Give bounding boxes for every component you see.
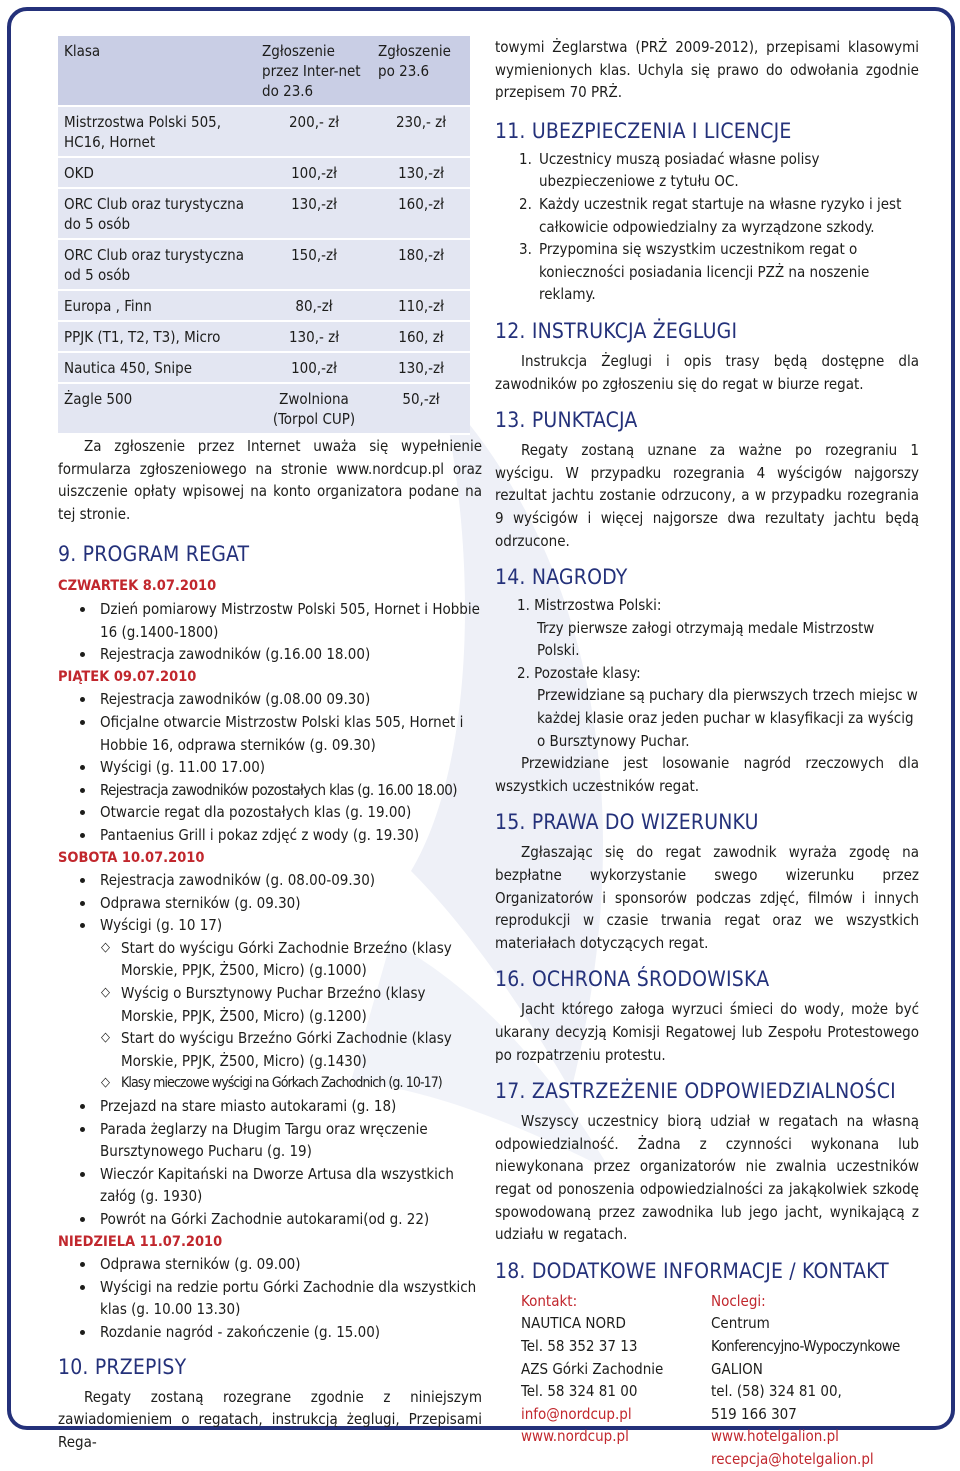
list-item: 1. Mistrzostwa Polski:: [517, 596, 662, 615]
list-item: Powrót na Górki Zachodnie autokarami(od g. 22): [58, 1208, 482, 1231]
section-title-rules: 10. PRZEPISY: [58, 1354, 187, 1379]
section-title-image-rights: 15. PRAWA DO WIZERUNKU: [495, 810, 759, 835]
table-cell: Żagle 500: [58, 383, 256, 434]
list-item: ◇ Wyścig o Bursztynowy Puchar Brzeźno (klasy Morskie, PPJK, Ż500, Micro) (g.1200): [58, 982, 482, 1027]
section-text-scoring: Regaty zostaną uznane za ważne po rozegraniu 1 wyścigu. W przypadku rozegrania 4 wyścigów najgorszy rezultat jachtu zostanie odrzucony, a w przypadku rozegrania 9 wyścigów i więcej najgorsze dwa rezultaty jachtu będą odrzucone.: [495, 441, 919, 550]
left-column: [58, 36, 482, 1453]
lodging-phone: tel. (58) 324 81 00,: [711, 1382, 842, 1401]
table-row: [58, 383, 470, 434]
table-cell: 160,-zł: [372, 188, 470, 239]
list-item: 2. Pozostałe klasy:: [517, 663, 641, 682]
section-title-prizes: 14. NAGRODY: [495, 565, 628, 590]
list-item: 3. Przypomina się wszystkim uczestnikom regat o konieczności posiadania licencji PZŻ na noszenie reklamy.: [519, 240, 870, 304]
list-item: Oficjalne otwarcie Mistrzostw Polski klas 505, Hornet i Hobbie 16, odprawa sterników (g. 09.30): [58, 711, 482, 756]
list-item: Pantaenius Grill i pokaz zdjęć z wody (g. 19.30): [58, 824, 482, 847]
table-cell: 80,-zł: [256, 290, 372, 321]
table-cell: 130,-zł: [372, 352, 470, 383]
table-cell: OKD: [58, 157, 256, 188]
list-item: Rejestracja zawodników (g.16.00 18.00): [58, 643, 482, 666]
section-text-rules: Regaty zostaną rozegrane zgodnie z niniejszym zawiadomieniem o regatach, instrukcją żeglugi, Przepisami Rega-: [58, 1387, 482, 1451]
list-item: ◇ Start do wyścigu Brzeźno Górki Zachodnie (klasy Morskie, PPJK, Ż500, Micro) (g.1430): [58, 1027, 482, 1072]
list-item: 1. Uczestnicy muszą posiadać własne polisy ubezpieczeniowe z tytułu OC.: [519, 149, 820, 191]
table-cell: Europa , Finn: [58, 290, 256, 321]
list-item: Rejestracja zawodników (g.08.00 09.30): [58, 688, 482, 711]
contact-phone: Tel. 58 324 81 00: [521, 1382, 638, 1401]
contact-phone: Tel. 58 352 37 13: [521, 1336, 638, 1355]
table-cell: 230,- zł: [372, 106, 470, 157]
table-cell: 200,- zł: [256, 106, 372, 157]
table-cell: ORC Club oraz turystyczna do 5 osób: [58, 188, 256, 239]
table-header-row: [58, 36, 470, 106]
table-cell: 180,-zł: [372, 239, 470, 290]
table-row: [58, 352, 470, 383]
table-cell: 130,-zł: [372, 157, 470, 188]
insurance-list: [495, 148, 919, 306]
day-label-thursday: CZWARTEK 8.07.2010: [58, 578, 217, 595]
table-cell: 110,-zł: [372, 290, 470, 321]
table-cell: 130,-zł: [256, 188, 372, 239]
table-header: Zgłoszenie po 23.6: [372, 36, 470, 106]
list-item: Odprawa sterników (g. 09.00): [58, 1253, 482, 1276]
lodging-phone: 519 166 307: [711, 1404, 797, 1423]
list-item: Przejazd na stare miasto autokarami (g. 18): [58, 1095, 482, 1118]
prizes-list: [495, 594, 919, 752]
list-item: Rozdanie nagród - zakończenie (g. 15.00): [58, 1321, 482, 1344]
section-title-environment: 16. OCHRONA ŚRODOWISKA: [495, 967, 770, 992]
section-title-liability: 17. ZASTRZEŻENIE ODPOWIEDZIALNOŚCI: [495, 1079, 896, 1104]
table-row: [58, 106, 470, 157]
table-cell: PPJK (T1, T2, T3), Micro: [58, 321, 256, 352]
lodging-email-link[interactable]: recepcja@hotelgalion.pl: [711, 1449, 874, 1468]
contact-label: Kontakt:: [521, 1291, 578, 1310]
section-text-environment: Jacht którego załoga wyrzuci śmieci do wody, może być ukarany decyzją Komisji Regatowej lub Zespołu Protestowego po rozpatrzeniu protestu.: [495, 1000, 919, 1064]
table-cell: 130,- zł: [256, 321, 372, 352]
lodging-line: Centrum: [711, 1314, 770, 1333]
contact-column: [521, 1290, 711, 1471]
contact-line: AZS Górki Zachodnie: [521, 1359, 664, 1378]
list-item: Wyścigi (g. 10 17): [58, 914, 482, 937]
table-row: [58, 239, 470, 290]
saturday-list: [58, 869, 482, 937]
contact-website-link[interactable]: www.nordcup.pl: [521, 1427, 629, 1446]
table-row: [58, 290, 470, 321]
lodging-column: [711, 1290, 911, 1471]
thursday-list: [58, 598, 482, 666]
list-item: Wieczór Kapitański na Dworze Artusa dla wszystkich załóg (g. 1930): [58, 1163, 482, 1208]
list-item: Dzień pomiarowy Mistrzostw Polski 505, Hornet i Hobbie 16 (g.1400-1800): [58, 598, 482, 643]
section-text-rules-cont: towymi Żeglarstwa (PRŻ 2009-2012), przepisami klasowymi wymienionych klas. Uchyla się prawo do odwołania zgodnie przepisem 70 PRŻ.: [495, 38, 919, 102]
fee-note: Za zgłoszenie przez Internet uważa się wypełnienie formularza zgłoszeniowego na stronie www.nordcup.pl oraz uiszczenie opłaty wpisowej na konto organizatora podane na tej stronie.: [58, 437, 482, 523]
section-text-liability: Wszyscy uczestnicy biorą udział w regatach na własną odpowiedzialność. Żadna z czynności wykonana lub niewykonana przez organizatorów nie zwalnia uczestników regat od ponoszenia odpowiedzialności za jakąkolwiek szkodę spowodowaną przez zawodnika lub jego jacht, wynikającą z udziału w regatach.: [495, 1112, 919, 1244]
lodging-line: GALION: [711, 1359, 763, 1378]
day-label-friday: PIĄTEK 09.07.2010: [58, 668, 197, 685]
table-cell: Mistrzostwa Polski 505, HC16, Hornet: [58, 106, 256, 157]
lodging-line: Konferencyjno-Wypoczynkowe: [711, 1336, 900, 1355]
list-item: ◇ Klasy mieczowe wyścigi na Górkach Zachodnich (g. 10-17): [58, 1072, 482, 1095]
section-title-scoring: 13. PUNKTACJA: [495, 408, 638, 433]
contact-line: NAUTICA NORD: [521, 1314, 626, 1333]
list-item-detail: Przewidziane są puchary dla pierwszych trzech miejsc w każdej klasie oraz jeden puchar w klasyfikacji za wyścig o Bursztynowy Puchar.: [537, 686, 918, 750]
page-frame: [7, 7, 955, 1468]
list-item: Wyścigi na redzie portu Górki Zachodnie dla wszystkich klas (g. 10.00 13.30): [58, 1276, 482, 1321]
fee-table: [58, 36, 470, 435]
section-text-prizes: Przewidziane jest losowanie nagród rzeczowych dla wszystkich uczestników regat.: [495, 754, 919, 795]
table-row: [58, 188, 470, 239]
list-item: ◇ Start do wyścigu Górki Zachodnie Brzeźno (klasy Morskie, PPJK, Ż500, Micro) (g.1000): [58, 937, 482, 982]
table-header: Klasa: [58, 36, 256, 106]
section-title-insurance: 11. UBEZPIECZENIA I LICENCJE: [495, 118, 792, 143]
day-label-sunday: NIEDZIELA 11.07.2010: [58, 1233, 223, 1250]
table-cell: Nautica 450, Snipe: [58, 352, 256, 383]
table-cell: ORC Club oraz turystyczna od 5 osób: [58, 239, 256, 290]
right-column: [495, 36, 919, 1471]
section-title-program: 9. PROGRAM REGAT: [58, 542, 250, 567]
section-title-contact: 18. DODATKOWE INFORMACJE / KONTAKT: [495, 1258, 889, 1283]
list-item: Rejestracja zawodników pozostałych klas (g. 16.00 18.00): [58, 779, 482, 802]
table-row: [58, 157, 470, 188]
lodging-label: Noclegi:: [711, 1291, 766, 1310]
contact-block: [495, 1290, 919, 1471]
table-cell: 150,-zł: [256, 239, 372, 290]
table-row: [58, 321, 470, 352]
lodging-website-link[interactable]: www.hotelgalion.pl: [711, 1427, 839, 1446]
table-cell: 100,-zł: [256, 352, 372, 383]
section-text-image-rights: Zgłaszając się do regat zawodnik wyraża zgodę na bezpłatne wykorzystanie swego wizerunku przez Organizatorów i sponsorów podczas zdjęć, filmów i innych reprodukcji w czasie trwania regat oraz we wszystkich materiałach dotyczących regat.: [495, 843, 919, 952]
sunday-list: [58, 1253, 482, 1343]
list-item-detail: Trzy pierwsze załogi otrzymają medale Mistrzostw Polski.: [537, 618, 875, 660]
saturday-sublist: [58, 937, 482, 1095]
list-item: 2. Każdy uczestnik regat startuje na własne ryzyko i jest całkowicie odpowiedzialny za wyrządzone szkody.: [519, 194, 902, 236]
section-title-sailing-instructions: 12. INSTRUKCJA ŻEGLUGI: [495, 318, 738, 343]
contact-email-link[interactable]: info@nordcup.pl: [521, 1404, 632, 1423]
section-text-sailing-instructions: Instrukcja Żeglugi i opis trasy będą dostępne dla zawodników po zgłoszeniu się do regat w biurze regat.: [495, 351, 919, 393]
list-item: Odprawa sterników (g. 09.30): [58, 892, 482, 915]
table-cell: 50,-zł: [372, 383, 470, 434]
list-item: Rejestracja zawodników (g. 08.00-09.30): [58, 869, 482, 892]
list-item: Otwarcie regat dla pozostałych klas (g. 19.00): [58, 801, 482, 824]
friday-list: [58, 688, 482, 846]
list-item: Parada żeglarzy na Długim Targu oraz wręczenie Bursztynowego Pucharu (g. 19): [58, 1118, 482, 1163]
day-label-saturday: SOBOTA 10.07.2010: [58, 849, 205, 866]
table-cell: 160, zł: [372, 321, 470, 352]
saturday-list-cont: [58, 1095, 482, 1231]
table-cell: Zwolniona (Torpol CUP): [256, 383, 372, 434]
list-item: Wyścigi (g. 11.00 17.00): [58, 756, 482, 779]
table-cell: 100,-zł: [256, 157, 372, 188]
table-header: Zgłoszenie przez Inter-net do 23.6: [256, 36, 372, 106]
